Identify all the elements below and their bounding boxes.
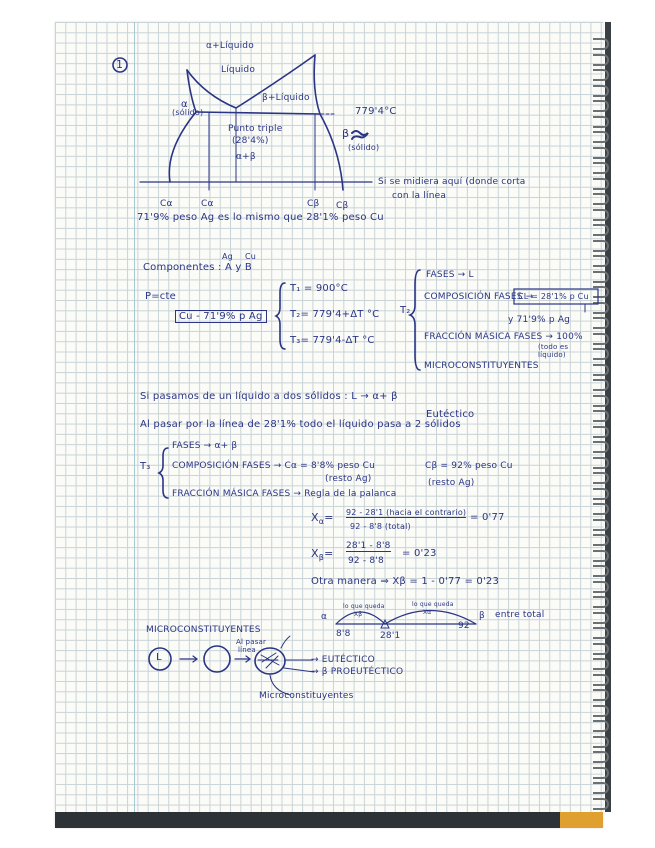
t3-comp-rest-b: (resto Ag) bbox=[428, 478, 475, 488]
t3-composicion: COMPOSICIÓN FASES → Cα = 8'8% peso Cu bbox=[172, 461, 376, 471]
micro-l-letter: L bbox=[156, 652, 162, 663]
t3-fases: FASES → α+ β bbox=[172, 441, 238, 451]
lever-left-arc-2: Xβ bbox=[354, 611, 363, 618]
x-alpha-symbol: $X_\alpha=$ bbox=[311, 511, 334, 527]
t2-fraccion-note-2: líquido) bbox=[538, 351, 566, 359]
t3: T₃= 779'4-ΔT °C bbox=[290, 335, 375, 346]
x-alpha-numerator: 92 - 28'1 (hacia el contrario) bbox=[346, 508, 467, 517]
note-line-2: con la línea bbox=[392, 191, 447, 201]
label-beta-solido: (sólido) bbox=[348, 143, 380, 152]
lever-right-arc-2: Xα bbox=[423, 609, 432, 616]
x-alpha-denominator: 92 - 8'8 (total) bbox=[350, 522, 411, 531]
micro-circle-1 bbox=[204, 646, 230, 672]
t3-fraccion: FRACCIÓN MÁSICA FASES → Regla de la palanca bbox=[172, 489, 397, 499]
label-eutectic-temp: 779'4°C bbox=[355, 106, 397, 117]
t2-composicion: COMPOSICIÓN FASES → bbox=[424, 292, 534, 302]
label-alpha-beta: α+β bbox=[236, 152, 256, 162]
otra-manera: Otra manera ⇒ Xβ = 1 - 0'77 = 0'23 bbox=[311, 576, 500, 587]
label-c-alpha: Cα bbox=[160, 199, 173, 209]
p-cte: P=cte bbox=[145, 291, 176, 302]
x-beta-symbol: $X_\beta=$ bbox=[311, 547, 334, 563]
t2-fraccion: FRACCIÓN MÁSICA FASES → 100% bbox=[424, 332, 583, 342]
micro-proeutectico: → β PROEUTÉCTICO bbox=[311, 667, 404, 677]
label-c-al: Cα bbox=[201, 199, 214, 209]
t2-comp-rest: y 71'9% p Ag bbox=[508, 315, 571, 325]
lever-v3: 92 bbox=[458, 621, 470, 631]
label-alpha-liquido: α+Líquido bbox=[206, 41, 254, 51]
paragraph-line-1: Si pasamos de un líquido a dos sólidos : L → α+ β bbox=[140, 391, 398, 402]
micro-eutectico: → EUTÉCTICO bbox=[311, 655, 375, 665]
lever-right-arc: lo que queda bbox=[412, 601, 454, 608]
label-liquido: Líquido bbox=[221, 65, 256, 75]
note-line-1: Si se midiera aquí (donde corta bbox=[378, 177, 526, 187]
t3-label: T₃ bbox=[140, 461, 151, 472]
boxed-composition: Cu - 71'9% p Ag bbox=[175, 310, 267, 323]
lever-entre-total: entre total bbox=[495, 610, 545, 620]
t1: T₁ = 900°C bbox=[290, 283, 348, 294]
t2-label: T₂ bbox=[400, 305, 411, 316]
label-alpha: α bbox=[181, 99, 188, 110]
brace-t3 bbox=[159, 448, 168, 498]
label-cu-small: Cu bbox=[245, 252, 257, 261]
label-beta: β bbox=[342, 127, 350, 140]
label-punto-triple: Punto triple bbox=[228, 124, 283, 134]
t2-fraccion-note-1: (todo es bbox=[538, 343, 569, 351]
label-c-beta: Cβ bbox=[307, 199, 320, 209]
x-alpha-result: = 0'77 bbox=[470, 512, 505, 523]
lever-v1: 8'8 bbox=[336, 629, 351, 639]
label-punto-triple-pct: (28'4%) bbox=[232, 136, 269, 146]
lever-beta: β bbox=[479, 611, 485, 621]
t2-micro: MICROCONSTITUYENTES bbox=[424, 361, 539, 371]
liquidus-left bbox=[187, 70, 236, 108]
paragraph-line-2: Al pasar por la línea de 28'1% todo el líquido pasa a 2 sólidos bbox=[140, 419, 461, 430]
label-alpha-solido: (sólido) bbox=[172, 108, 204, 117]
micro-title: MICROCONSTITUYENTES bbox=[146, 625, 261, 635]
micro-circle-2 bbox=[255, 648, 285, 674]
micro-bottom: Microconstituyentes bbox=[259, 691, 354, 701]
t2: T₂= 779'4+ΔT °C bbox=[290, 309, 380, 320]
t3-comp-b: Cβ = 92% peso Cu bbox=[425, 461, 513, 471]
solidus-right bbox=[314, 55, 320, 114]
t3-comp-rest-a: (resto Ag) bbox=[325, 474, 372, 484]
x-beta-numerator: 28'1 - 8'8 bbox=[346, 541, 391, 551]
eutectic-line bbox=[196, 112, 320, 114]
t2-comp-box-text: CL = 28'1% p Cu bbox=[518, 292, 589, 301]
t2-fases: FASES → L bbox=[426, 270, 474, 280]
label-ag-small: Ag bbox=[222, 252, 233, 261]
label-beta-liquido: β+Líquido bbox=[262, 93, 310, 103]
micro-linea: línea bbox=[238, 646, 256, 654]
lever-alpha: α bbox=[321, 612, 328, 622]
brace-t2 bbox=[410, 270, 420, 370]
x-beta-result: = 0'23 bbox=[402, 548, 437, 559]
equivalence-text: 71'9% peso Ag es lo mismo que 28'1% peso Cu bbox=[137, 212, 384, 223]
problem-number: 1 bbox=[116, 58, 124, 71]
components-text: Componentes : A y B bbox=[143, 262, 252, 273]
paragraph-eutectico: Eutéctico bbox=[426, 409, 475, 420]
solvus-left bbox=[169, 112, 196, 182]
micro-al-pasar: Al pasar bbox=[236, 638, 267, 646]
lever-left-arc: lo que queda bbox=[343, 603, 385, 610]
lever-v2: 28'1 bbox=[380, 631, 401, 641]
x-beta-denominator: 92 - 8'8 bbox=[348, 556, 384, 566]
brace-temps bbox=[276, 283, 285, 349]
beta-scribble bbox=[352, 131, 368, 139]
solvus-right bbox=[320, 114, 343, 190]
label-c-beta-2: Cβ bbox=[336, 201, 349, 211]
